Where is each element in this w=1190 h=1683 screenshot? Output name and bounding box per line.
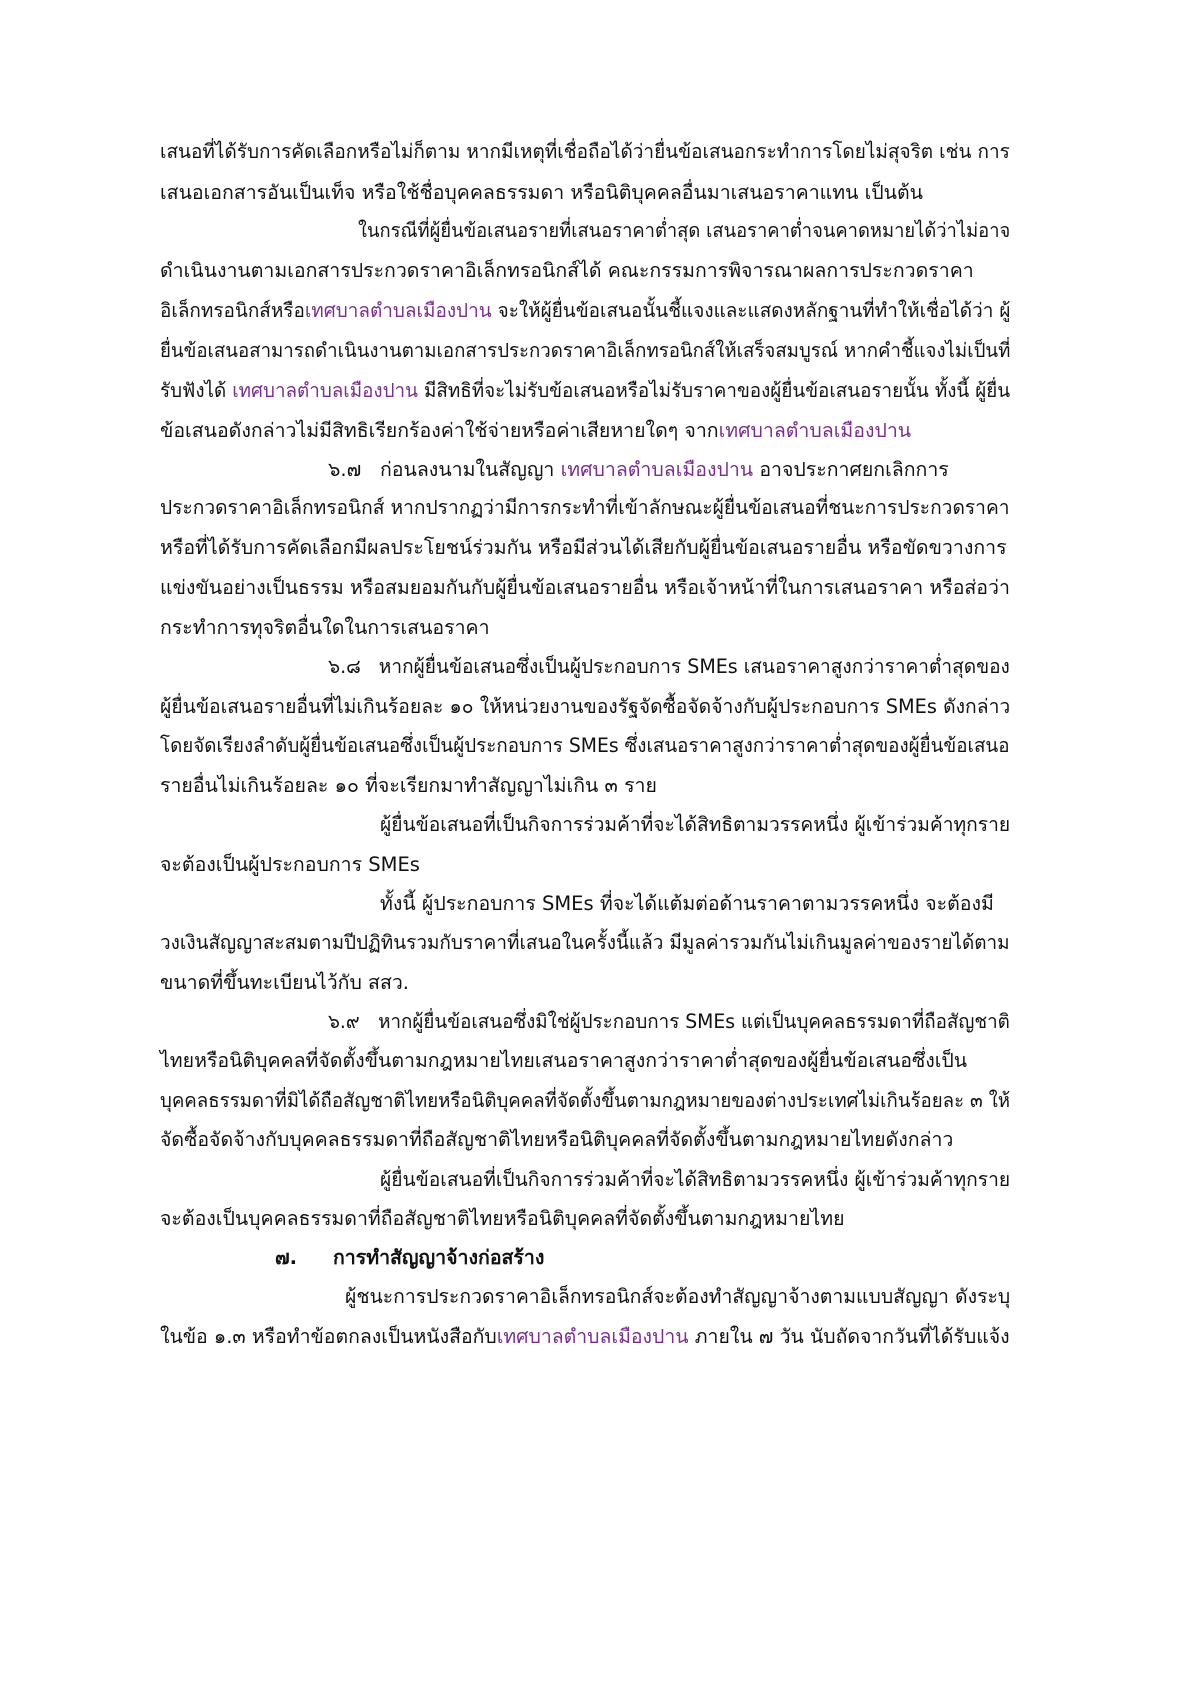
text-segment: ก่อนลงนามในสัญญา: [380, 458, 561, 481]
clause-6-7: [328, 453, 949, 487]
text-line: [160, 414, 911, 448]
text-segment: หากผู้ยื่นข้อเสนอซึ่งมิใช่ผู้ประกอบการ SMEs แต่เป็นบุคคลธรรมดาที่ถือสัญชาติ: [378, 1010, 1010, 1033]
text-line: บุคคลธรรมดาที่มิได้ถือสัญชาติไทยหรือนิติบุคคลที่จัดตั้งขึ้นตามกฎหมายของต่างประเทศไม่เกินร้อยละ ๓ ให้: [160, 1089, 1011, 1112]
clause-6-9: [328, 1005, 1010, 1039]
text-line: [160, 294, 1010, 328]
text-line: แข่งขันอย่างเป็นธรรม หรือสมยอมกันกับผู้ยื่นข้อเสนอรายอื่น หรือเจ้าหน้าที่ในการเสนอราคา หรือส่อว่า: [160, 576, 1010, 599]
text-line: [160, 1320, 1010, 1354]
org-name-highlight: เทศบาลตำบลเมืองปาน: [304, 299, 492, 322]
text-segment: อาจประกาศยกเลิกการ: [753, 458, 949, 481]
clause-6-8: [328, 650, 1010, 684]
text-line: ผู้ยื่นข้อเสนอที่เป็นกิจการร่วมค้าที่จะได้สิทธิตามวรรคหนึ่ง ผู้เข้าร่วมค้าทุกราย: [380, 813, 1011, 836]
text-segment: อิเล็กทรอนิกส์หรือ: [160, 299, 305, 322]
text-segment: หากผู้ยื่นข้อเสนอซึ่งเป็นผู้ประกอบการ SMEs เสนอราคาสูงกว่าราคาต่ำสุดของ: [378, 655, 1010, 678]
section-title: การทำสัญญาจ้างก่อสร้าง: [333, 1246, 545, 1269]
text-line: เสนอเอกสารอันเป็นเท็จ หรือใช้ชื่อบุคคลธรรมดา หรือนิติบุคคลอื่นมาเสนอราคาแทน เป็นต้น: [160, 181, 923, 204]
clause-number: ๖.๗: [328, 458, 362, 481]
text-segment: ในข้อ ๑.๓ หรือทำข้อตกลงเป็นหนังสือกับ: [160, 1325, 497, 1348]
text-segment: รับฟังได้: [160, 379, 233, 402]
text-line: ไทยหรือนิติบุคคลที่จัดตั้งขึ้นตามกฎหมายไทยเสนอราคาสูงกว่าราคาต่ำสุดของผู้ยื่นข้อเสนอซึ่งเป็น: [160, 1049, 968, 1072]
org-name-highlight: เทศบาลตำบลเมืองปาน: [560, 458, 754, 481]
text-segment: มีสิทธิที่จะไม่รับข้อเสนอหรือไม่รับราคาของผู้ยื่นข้อเสนอรายนั้น ทั้งนี้ ผู้ยื่น: [417, 379, 1011, 402]
text-line: จัดซื้อจัดจ้างกับบุคคลธรรมดาที่ถือสัญชาติไทยหรือนิติบุคคลที่จัดตั้งขึ้นตามกฎหมายไทยดังกล่าว: [160, 1128, 954, 1151]
text-line: เสนอที่ได้รับการคัดเลือกหรือไม่ก็ตาม หากมีเหตุที่เชื่อถือได้ว่ายื่นข้อเสนอกระทำการโดยไม่สุจริต เช่น การ: [160, 140, 1010, 163]
org-name-highlight: เทศบาลตำบลเมืองปาน: [232, 379, 418, 402]
text-segment: จะให้ผู้ยื่นข้อเสนอนั้นชี้แจงและแสดงหลักฐานที่ทำให้เชื่อได้ว่า ผู้: [491, 299, 1011, 322]
text-line: ดำเนินงานตามเอกสารประกวดราคาอิเล็กทรอนิกส์ได้ คณะกรรมการพิจารณาผลการประกวดราคา: [160, 259, 974, 282]
text-line: วงเงินสัญญาสะสมตามปีปฏิทินรวมกับราคาที่เสนอในครั้งนี้แล้ว มีมูลค่ารวมกันไม่เกินมูลค่าของรายได้ตาม: [160, 931, 1010, 954]
text-line: รายอื่นไม่เกินร้อยละ ๑๐ ที่จะเรียกมาทำสัญญาไม่เกิน ๓ ราย: [160, 774, 657, 797]
text-line: ประกวดราคาอิเล็กทรอนิกส์ หากปรากฏว่ามีการกระทำที่เข้าลักษณะผู้ยื่นข้อเสนอที่ชนะการประกวดราคา: [160, 496, 1010, 519]
text-line: จะต้องเป็นบุคคลธรรมดาที่ถือสัญชาติไทยหรือนิติบุคคลที่จัดตั้งขึ้นตามกฎหมายไทย: [160, 1207, 845, 1230]
text-line: หรือที่ได้รับการคัดเลือกมีผลประโยชน์ร่วมกัน หรือมีส่วนได้เสียกับผู้ยื่นข้อเสนอรายอื่น หรือขัดขวางการ: [160, 536, 1007, 559]
text-line: ทั้งนี้ ผู้ประกอบการ SMEs ที่จะได้แต้มต่อด้านราคาตามวรรคหนึ่ง จะต้องมี: [380, 892, 994, 915]
org-name-highlight: เทศบาลตำบลเมืองปาน: [718, 419, 912, 442]
text-segment: ภายใน ๗ วัน นับถัดจากวันที่ได้รับแจ้ง: [688, 1325, 1010, 1348]
section-7-heading: [275, 1241, 544, 1275]
clause-number: ๖.๙: [328, 1010, 360, 1033]
text-line: ผู้ชนะการประกวดราคาอิเล็กทรอนิกส์จะต้องทำสัญญาจ้างตามแบบสัญญา ดังระบุ: [345, 1285, 1011, 1308]
text-line: จะต้องเป็นผู้ประกอบการ SMEs: [160, 853, 420, 876]
text-line: ผู้ยื่นข้อเสนอรายอื่นที่ไม่เกินร้อยละ ๑๐ ให้หน่วยงานของรัฐจัดซื้อจัดจ้างกับผู้ประกอบการ SMEs ดังกล่าว: [160, 695, 1011, 718]
text-line: ผู้ยื่นข้อเสนอที่เป็นกิจการร่วมค้าที่จะได้สิทธิตามวรรคหนึ่ง ผู้เข้าร่วมค้าทุกราย: [380, 1168, 1011, 1191]
clause-number: ๖.๘: [328, 655, 361, 678]
section-number: ๗.: [275, 1246, 298, 1269]
org-name-highlight: เทศบาลตำบลเมืองปาน: [496, 1325, 689, 1348]
text-line: กระทำการทุจริตอื่นใดในการเสนอราคา: [160, 616, 490, 639]
text-line: โดยจัดเรียงลำดับผู้ยื่นข้อเสนอซึ่งเป็นผู้ประกอบการ SMEs ซึ่งเสนอราคาสูงกว่าราคาต่ำสุดของผู้ยื่นข้อเสนอ: [160, 734, 1010, 757]
text-segment: ข้อเสนอดังกล่าวไม่มีสิทธิเรียกร้องค่าใช้จ่ายหรือค่าเสียหายใดๆ จาก: [160, 419, 719, 442]
text-line: ขนาดที่ขึ้นทะเบียนไว้กับ สสว.: [160, 971, 410, 994]
text-line: [160, 374, 1010, 408]
text-line: ยื่นข้อเสนอสามารถดำเนินงานตามเอกสารประกวดราคาอิเล็กทรอนิกส์ให้เสร็จสมบูรณ์ หากคำชี้แจงไม่เป็นที่: [160, 339, 1011, 362]
text-line: ในกรณีที่ผู้ยื่นข้อเสนอรายที่เสนอราคาต่ำสุด เสนอราคาต่ำจนคาดหมายได้ว่าไม่อาจ: [358, 219, 1011, 242]
